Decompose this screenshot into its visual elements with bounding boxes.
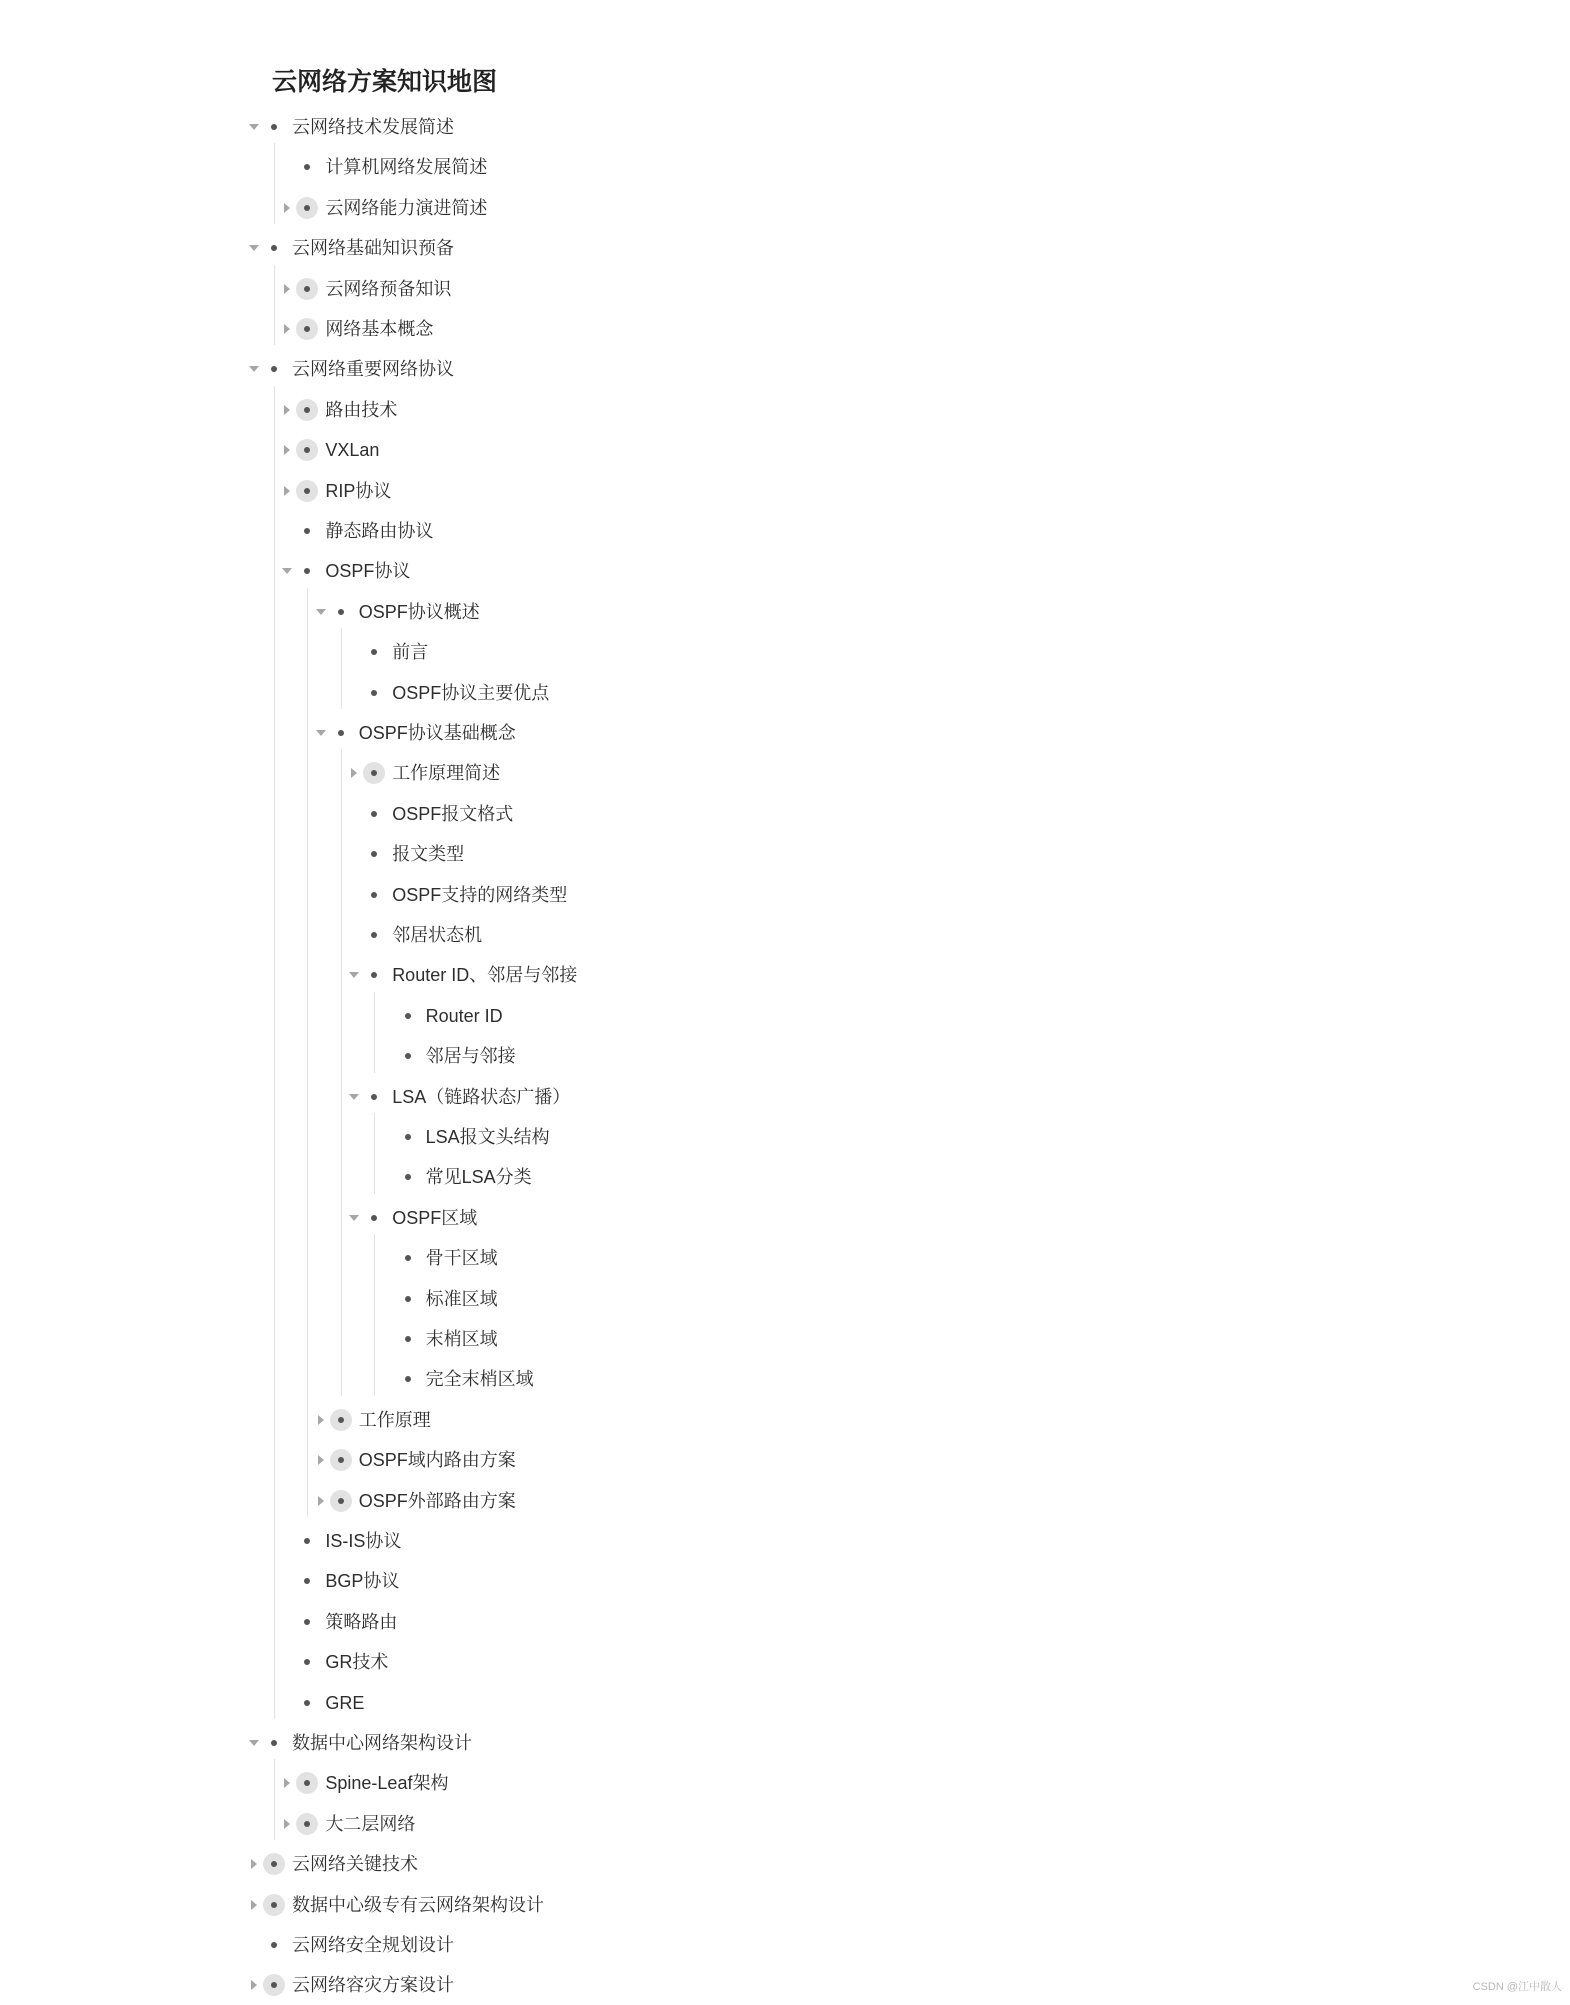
bullet-icon[interactable] bbox=[363, 964, 385, 986]
outline-item-label[interactable]: 静态路由协议 bbox=[325, 521, 434, 541]
bullet-icon[interactable] bbox=[330, 722, 352, 744]
indent-guide-line bbox=[274, 143, 275, 224]
outline-item-label[interactable]: 云网络关键技术 bbox=[292, 1854, 418, 1875]
outline-item-label[interactable]: 云网络能力演进简述 bbox=[325, 197, 488, 218]
outline-item-label[interactable]: OSPF协议 bbox=[325, 561, 411, 582]
collapsed-bullet-icon[interactable] bbox=[330, 1449, 352, 1471]
bullet-icon[interactable] bbox=[363, 803, 385, 825]
bullet-icon[interactable] bbox=[296, 1570, 318, 1592]
bullet-icon[interactable] bbox=[263, 116, 285, 138]
indent-guide-line bbox=[374, 992, 375, 1073]
collapse-toggle-icon[interactable] bbox=[281, 1777, 293, 1789]
bullet-icon[interactable] bbox=[363, 682, 385, 704]
outline-item-label[interactable]: 策略路由 bbox=[325, 1611, 398, 1632]
outline-item-label[interactable]: GRE bbox=[325, 1692, 365, 1713]
outline-item-label[interactable]: GR技术 bbox=[325, 1652, 389, 1673]
outline-item-label[interactable]: 大二层网络 bbox=[325, 1813, 416, 1834]
bullet-icon[interactable] bbox=[363, 1086, 385, 1108]
outline-item-label[interactable]: 骨干区域 bbox=[425, 1248, 498, 1269]
outline-item-label[interactable]: 网络基本概念 bbox=[325, 319, 434, 339]
bullet-icon[interactable] bbox=[296, 1530, 318, 1552]
outline-item-label[interactable]: 云网络安全规划设计 bbox=[292, 1935, 454, 1955]
collapse-toggle-icon[interactable] bbox=[248, 1899, 260, 1911]
bullet-icon[interactable] bbox=[397, 1328, 419, 1350]
indent-guide-line bbox=[374, 1234, 375, 1396]
collapsed-bullet-icon[interactable] bbox=[296, 318, 318, 340]
bullet-icon[interactable] bbox=[397, 1247, 419, 1269]
bullet-icon[interactable] bbox=[296, 560, 318, 582]
outline-item-label[interactable]: 数据中心网络架构设计 bbox=[292, 1733, 472, 1753]
outline-item-label[interactable]: VXLan bbox=[325, 440, 380, 461]
indent-guide-line bbox=[374, 1113, 375, 1194]
outline-item-label[interactable]: 完全末梢区域 bbox=[425, 1369, 534, 1390]
collapse-toggle-icon[interactable] bbox=[281, 283, 293, 295]
page-title: 云网络方案知识地图 bbox=[272, 68, 498, 96]
indent-guide-line bbox=[274, 1759, 275, 1840]
indent-guide-line bbox=[274, 386, 275, 1719]
collapsed-bullet-icon[interactable] bbox=[330, 1409, 352, 1431]
outline-item-label[interactable]: 末梢区域 bbox=[425, 1329, 498, 1349]
outline-item-label[interactable]: OSPF协议概述 bbox=[358, 601, 480, 622]
outline-item-label[interactable]: IS-IS协议 bbox=[325, 1531, 402, 1551]
outline-item-label[interactable]: 工作原理简述 bbox=[392, 763, 501, 784]
expand-toggle-icon[interactable] bbox=[248, 1737, 260, 1749]
outline-item-label[interactable]: 云网络容灾方案设计 bbox=[292, 1975, 454, 1996]
expand-toggle-icon[interactable] bbox=[248, 363, 260, 375]
collapse-toggle-icon[interactable] bbox=[315, 1454, 327, 1466]
outline-item-label[interactable]: 邻居状态机 bbox=[392, 925, 483, 945]
watermark: CSDN @江中散人 bbox=[1472, 1981, 1562, 1993]
bullet-icon[interactable] bbox=[263, 358, 285, 380]
expand-toggle-icon[interactable] bbox=[248, 121, 260, 133]
collapsed-bullet-icon[interactable] bbox=[296, 1813, 318, 1835]
collapse-toggle-icon[interactable] bbox=[281, 1818, 293, 1830]
collapse-toggle-icon[interactable] bbox=[315, 1414, 327, 1426]
indent-guide-line bbox=[341, 749, 342, 1395]
bullet-icon[interactable] bbox=[263, 1934, 285, 1956]
outline-item-label[interactable]: 前言 bbox=[392, 642, 429, 663]
outline-item-label[interactable]: 报文类型 bbox=[392, 844, 465, 865]
collapse-toggle-icon[interactable] bbox=[248, 1858, 260, 1870]
bullet-icon[interactable] bbox=[397, 1166, 419, 1188]
indent-guide-line bbox=[274, 265, 275, 346]
outline-item-label[interactable]: 标准区域 bbox=[425, 1288, 498, 1309]
bullet-icon[interactable] bbox=[397, 1126, 419, 1148]
bullet-icon[interactable] bbox=[363, 884, 385, 906]
outline-item-label[interactable]: 云网络预备知识 bbox=[325, 278, 452, 299]
bullet-icon[interactable] bbox=[296, 520, 318, 542]
bullet-icon[interactable] bbox=[296, 1692, 318, 1714]
collapse-toggle-icon[interactable] bbox=[248, 1979, 260, 1991]
collapse-toggle-icon[interactable] bbox=[315, 1495, 327, 1507]
outline-item-label[interactable]: BGP协议 bbox=[325, 1571, 400, 1592]
expand-toggle-icon[interactable] bbox=[348, 1212, 360, 1224]
outline-item-label[interactable]: Router ID bbox=[425, 1005, 503, 1026]
collapse-toggle-icon[interactable] bbox=[281, 485, 293, 497]
bullet-icon[interactable] bbox=[397, 1368, 419, 1390]
bullet-icon[interactable] bbox=[296, 156, 318, 178]
bullet-icon[interactable] bbox=[263, 1732, 285, 1754]
expand-toggle-icon[interactable] bbox=[348, 1091, 360, 1103]
collapsed-bullet-icon[interactable] bbox=[296, 399, 318, 421]
outline-item-label[interactable]: OSPF报文格式 bbox=[392, 803, 514, 824]
outline-item-label[interactable]: OSPF协议主要优点 bbox=[392, 682, 550, 703]
bullet-icon[interactable] bbox=[363, 843, 385, 865]
outline-item-label[interactable]: OSPF区域 bbox=[392, 1207, 478, 1228]
outline-item-label[interactable]: 路由技术 bbox=[325, 399, 398, 420]
outline-item-label[interactable]: Spine-Leaf架构 bbox=[325, 1773, 449, 1794]
outline-item-label[interactable]: 云网络基础知识预备 bbox=[292, 238, 454, 259]
expand-toggle-icon[interactable] bbox=[315, 727, 327, 739]
outline-item-label[interactable]: OSPF外部路由方案 bbox=[358, 1490, 516, 1511]
collapsed-bullet-icon[interactable] bbox=[263, 1974, 285, 1996]
collapsed-bullet-icon[interactable] bbox=[263, 1853, 285, 1875]
bullet-icon[interactable] bbox=[263, 237, 285, 259]
collapse-toggle-icon[interactable] bbox=[281, 404, 293, 416]
collapsed-bullet-icon[interactable] bbox=[296, 278, 318, 300]
outline-item-label[interactable]: RIP协议 bbox=[325, 480, 392, 501]
bullet-icon[interactable] bbox=[397, 1288, 419, 1310]
expand-toggle-icon[interactable] bbox=[348, 969, 360, 981]
collapsed-bullet-icon[interactable] bbox=[296, 439, 318, 461]
outline-item-label[interactable]: 云网络技术发展简述 bbox=[292, 117, 454, 137]
bullet-icon[interactable] bbox=[330, 601, 352, 623]
collapse-toggle-icon[interactable] bbox=[281, 202, 293, 214]
indent-guide-line bbox=[341, 628, 342, 709]
collapse-toggle-icon[interactable] bbox=[281, 444, 293, 456]
bullet-icon[interactable] bbox=[363, 641, 385, 663]
outline-item-label[interactable]: OSPF协议基础概念 bbox=[358, 723, 516, 743]
outline-item-label[interactable]: 数据中心级专有云网络架构设计 bbox=[292, 1894, 544, 1915]
outline-item-label[interactable]: LSA报文头结构 bbox=[425, 1127, 550, 1147]
outline-item-label[interactable]: LSA（链路状态广播） bbox=[392, 1086, 571, 1107]
expand-toggle-icon[interactable] bbox=[248, 242, 260, 254]
bullet-icon[interactable] bbox=[363, 1207, 385, 1229]
bullet-icon[interactable] bbox=[397, 1005, 419, 1027]
collapse-toggle-icon[interactable] bbox=[348, 767, 360, 779]
collapse-toggle-icon[interactable] bbox=[281, 323, 293, 335]
outline-item-label[interactable]: OSPF支持的网络类型 bbox=[392, 884, 568, 905]
expand-toggle-icon[interactable] bbox=[315, 606, 327, 618]
collapsed-bullet-icon[interactable] bbox=[263, 1894, 285, 1916]
collapsed-bullet-icon[interactable] bbox=[363, 762, 385, 784]
bullet-icon[interactable] bbox=[296, 1611, 318, 1633]
collapsed-bullet-icon[interactable] bbox=[296, 1772, 318, 1794]
outline-item-label[interactable]: OSPF域内路由方案 bbox=[358, 1450, 516, 1471]
bullet-icon[interactable] bbox=[397, 1045, 419, 1067]
collapsed-bullet-icon[interactable] bbox=[330, 1490, 352, 1512]
bullet-icon[interactable] bbox=[363, 924, 385, 946]
outline-item-label[interactable]: 常见LSA分类 bbox=[425, 1167, 532, 1188]
outline-item-label[interactable]: 计算机网络发展简述 bbox=[325, 157, 488, 178]
bullet-icon[interactable] bbox=[296, 1651, 318, 1673]
outline-item-label[interactable]: 云网络重要网络协议 bbox=[292, 359, 454, 380]
collapsed-bullet-icon[interactable] bbox=[296, 480, 318, 502]
collapsed-bullet-icon[interactable] bbox=[296, 197, 318, 219]
outline-item-label[interactable]: Router ID、邻居与邻接 bbox=[392, 965, 578, 986]
expand-toggle-icon[interactable] bbox=[281, 565, 293, 577]
outline-item-label[interactable]: 邻居与邻接 bbox=[425, 1046, 516, 1067]
outline-item-label[interactable]: 工作原理 bbox=[358, 1409, 431, 1430]
indent-guide-line bbox=[307, 588, 308, 1517]
